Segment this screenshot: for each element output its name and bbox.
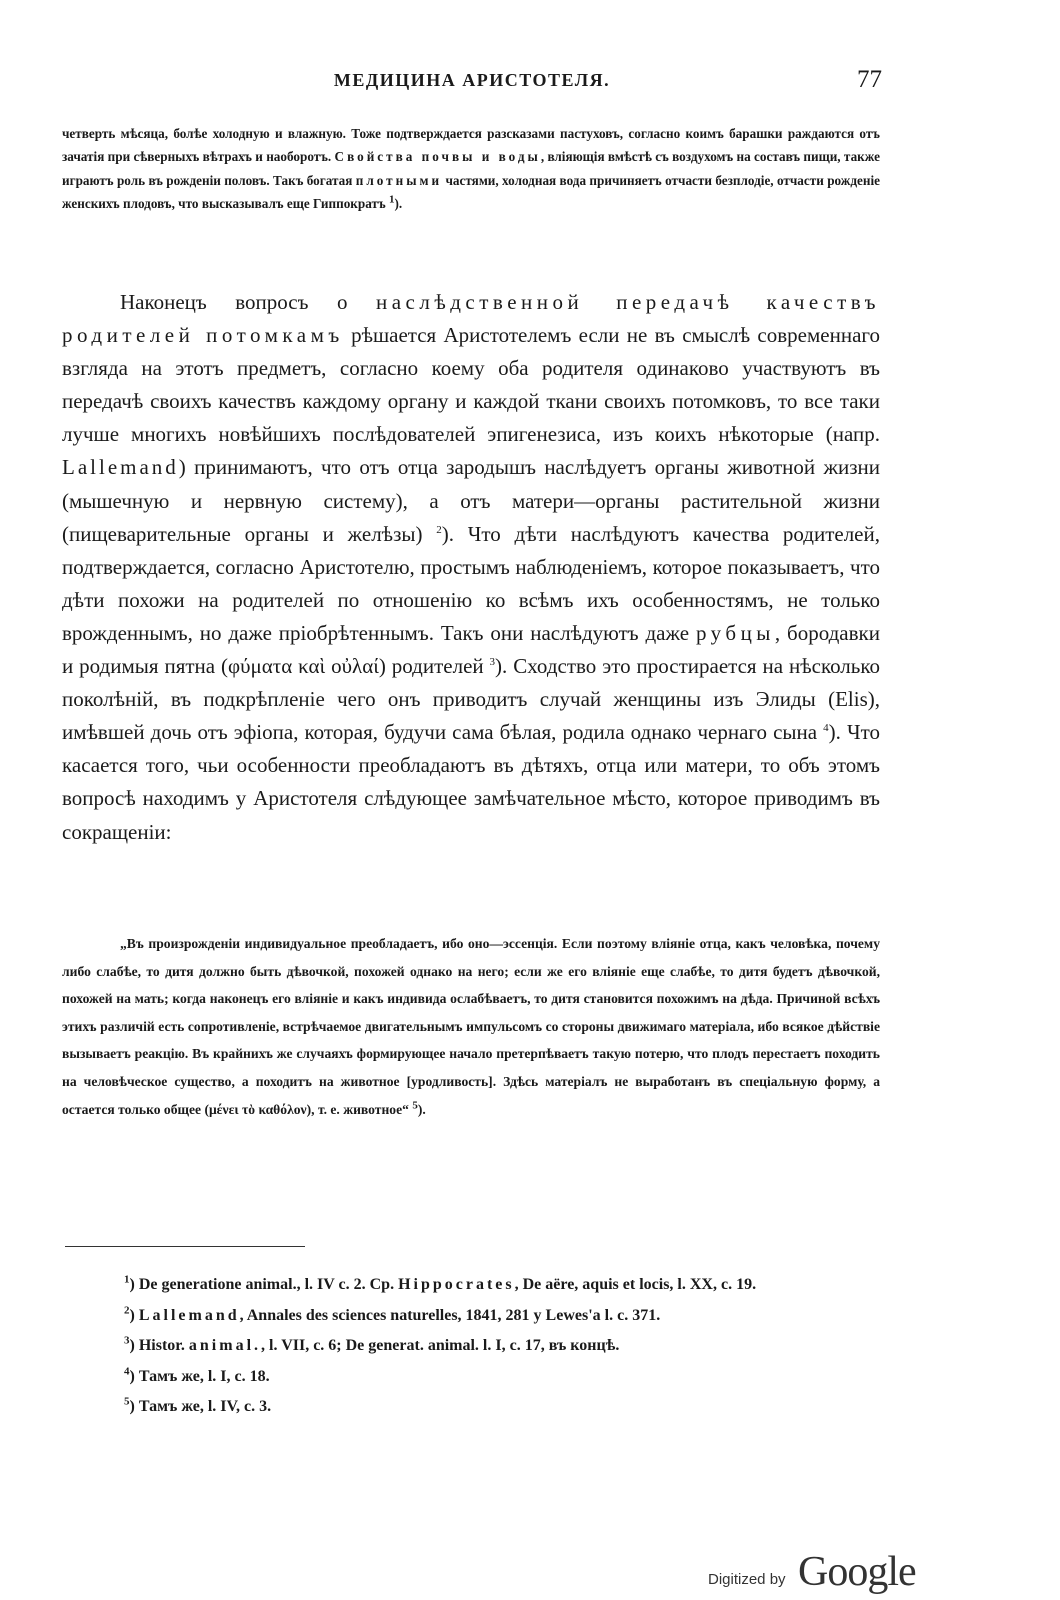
footnote-number: 1 (124, 1273, 130, 1286)
footnote-text: ) (129, 1306, 139, 1324)
footnote-marker: 5 (412, 1099, 418, 1112)
footnote-number: 4 (124, 1365, 130, 1378)
text-run: ). Что касается того, чьи особенности преобладаютъ въ дѣтяхъ, отца или матери, то объ этомъ вопросѣ находимъ у Аристотеля слѣдующее замѣчательное мѣсто, которое приводимъ въ сокращеніи: (62, 720, 880, 844)
emphasized-text: наслѣдственной передачѣ качествъ родителей потомкамъ (62, 290, 880, 348)
footnote-text: ) Histor. (129, 1337, 189, 1354)
text-run: ). (417, 1101, 426, 1117)
text-run: ). Что дѣти наслѣдуютъ качества родителей, подтверждается, согласно Аристотелю, простымъ наблюденіемъ, которое показываетъ, что дѣти похожи на родителей по отношенію ко всѣмъ ихъ особенностямъ, не только врожденнымъ, но даже пріобрѣтеннымъ. Такъ они наслѣдуютъ даже (62, 521, 880, 645)
emphasized-text: Lallemand (62, 455, 179, 480)
footnote-marker: 3 (489, 656, 496, 669)
text-run: ). Сходство это простирается на нѣсколько поколѣній, въ подкрѣпленіе чего онъ приводитъ случай женщины изъ Элиды (Elis), имѣвшей дочь отъ эфіопа, которая, будучи сама бѣлая, родила однако чернаго сына (62, 654, 880, 745)
text-run: ). (394, 195, 403, 211)
text-run: ) принимаютъ, что отъ отца зародышъ наслѣдуетъ органы животной жизни (мышечную и нервную систему), а отъ матери—органы растительной жизни (пищеварительные органы и желѣзы) (62, 455, 880, 546)
running-title: МЕДИЦИНА АРИСТОТЕЛЯ. (333, 70, 611, 90)
text-run: Наконецъ вопросъ о (120, 290, 376, 314)
footnote-number: 5 (124, 1395, 130, 1408)
text-run: частями, холодная вода причиняетъ отчасти безплодіе, отчасти рожденіе женскихъ плодовъ, что высказывалъ еще Гиппократъ (62, 172, 881, 211)
footnote (62, 1392, 880, 1423)
digitized-by-watermark (708, 1549, 1008, 1600)
text-run: , бородавки и родимыя пятна (φύματα καὶ οὐλαί) родителей (62, 620, 880, 679)
emphasized-text: плотными (355, 172, 443, 188)
footnote-marker: 4 (823, 722, 829, 735)
small-print-paragraph (62, 122, 880, 215)
emphasized-text: Hippocrates (398, 1276, 515, 1293)
page-number: 77 (857, 66, 882, 93)
footnote-divider (65, 1246, 305, 1247)
footnote (62, 1362, 880, 1393)
emphasized-text: рубцы (695, 620, 775, 645)
google-logo: Google (798, 1549, 916, 1595)
footnote-text: , l. VII, c. 6; De generat. animal. l. I, c. 17, въ концѣ. (261, 1337, 620, 1354)
text-run: четверть мѣсяца, болѣе холодную и влажную. Тоже подтверждается разсказами пастуховъ, согласно коимъ барашки раждаются отъ зачатія при сѣверныхъ вѣтрахъ и наоборотъ. (62, 126, 880, 165)
footnote-number: 3 (124, 1334, 130, 1347)
footnote-text: , Annales des sciences naturelles, 1841, 281 y Lewes'a l. c. 371. (239, 1306, 661, 1324)
footnotes-list (62, 1270, 880, 1423)
footnote-text: ) De generatione animal., l. IV c. 2. Cp. (129, 1276, 399, 1293)
footnote-marker: 1 (388, 193, 395, 206)
footnote-text: ) Тамъ же, l. I, c. 18. (129, 1367, 270, 1385)
footnote (62, 1301, 880, 1332)
main-paragraph (62, 286, 880, 849)
footnote-text: ) Тамъ же, l. IV, c. 3. (129, 1398, 272, 1415)
quote-text: „Въ произрожденіи индивидуальное преобладаетъ, ибо оно—эссенція. Если поэтому вліяніе отца, какъ человѣка, почему либо слабѣе, то дитя должно быть дѣвочкой, похожей однако на него; если же его вліяніе еще слабѣе, то дитя будетъ дѣвочкой, похожей на мать; когда наконецъ его вліяніе и какъ индивида ослабѣваетъ, то дитя становится похожимъ на дѣда. Причиной всѣхъ этихъ различій есть сопротивленіе, встрѣчаемое двигательнымъ импульсомъ со стороны движимаго матеріала, ибо всякое дѣйствіе вызываетъ реакцію. Въ крайнихъ же случаяхъ формирующее начало претерпѣваетъ такую потерю, что плодъ перестаетъ походить на человѣческое существо, а походитъ на животное [уродливость]. Здѣсь матеріалъ не выработанъ въ спеціальную форму, а остается только общее (μένει τὸ καθόλον), т. е. животное“ (62, 936, 880, 1117)
digitized-label: Digitized by (708, 1571, 786, 1588)
footnote-number: 2 (124, 1304, 130, 1317)
text-run: , вліяющія вмѣстѣ съ воздухомъ на составъ пищи, также играютъ роль въ рожденіи половъ. Такъ богатая (62, 149, 880, 188)
footnote (62, 1331, 880, 1362)
emphasized-text: Свойства почвы и воды (334, 149, 541, 165)
running-header (62, 66, 882, 96)
footnote (62, 1270, 880, 1301)
emphasized-text: Lallemand (138, 1306, 240, 1324)
text-run: рѣшается Аристотелемъ если не въ смыслѣ современнаго взгляда на этотъ предметъ, согласно коему оба родителя одинаково участвуютъ въ передачѣ своихъ качествъ каждому органу и каждой ткани своихъ потомковъ, то все таки лучше многихъ новѣйшихъ послѣдователей эпигенезиса, изъ коихъ нѣкоторые (напр. (62, 323, 880, 447)
footnote-text: , De aëre, aquis et locis, l. XX, c. 19. (514, 1276, 757, 1293)
footnote-marker: 2 (436, 523, 442, 536)
emphasized-text: animal. (188, 1337, 262, 1354)
block-quotation (62, 930, 880, 1123)
